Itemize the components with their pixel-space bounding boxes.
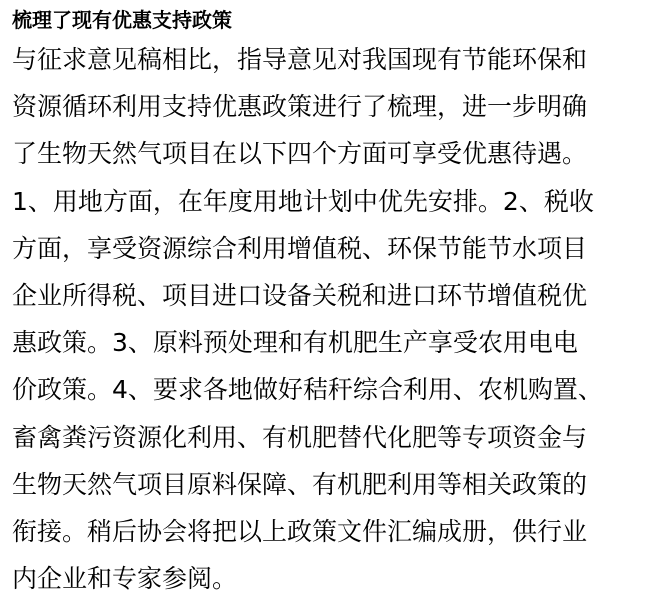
article-body bbox=[12, 36, 637, 602]
paragraph-line: 1、用地方面，在年度用地计划中优先安排。2、税收 bbox=[12, 186, 594, 216]
paragraph-line: 企业所得税、项目进口设备关税和进口环节增值税优 bbox=[12, 280, 588, 310]
paragraph-line: 方面，享受资源综合利用增值税、环保节能节水项目 bbox=[12, 233, 588, 263]
paragraph-line: 衔接。稍后协会将把以上政策文件汇编成册，供行业 bbox=[12, 516, 588, 546]
paragraph-line: 资源循环利用支持优惠政策进行了梳理，进一步明确 bbox=[12, 92, 588, 122]
paragraph-line: 惠政策。3、原料预处理和有机肥生产享受农用电电 bbox=[12, 328, 578, 358]
paragraph-line: 与征求意见稿相比，指导意见对我国现有节能环保和 bbox=[12, 45, 588, 74]
paragraph-line: 内企业和专家参阅。 bbox=[12, 564, 238, 594]
paragraph-line: 了生物天然气项目在以下四个方面可享受优惠待遇。 bbox=[12, 139, 588, 169]
article-heading: 梳理了现有优惠支持政策 bbox=[12, 8, 232, 32]
paragraph-line: 价政策。4、要求各地做好秸秆综合利用、农机购置、 bbox=[12, 375, 603, 405]
article bbox=[12, 6, 637, 602]
paragraph-line: 畜禽粪污资源化利用、有机肥替代化肥等专项资金与 bbox=[12, 422, 588, 452]
paragraph-line: 生物天然气项目原料保障、有机肥利用等相关政策的 bbox=[12, 469, 588, 499]
